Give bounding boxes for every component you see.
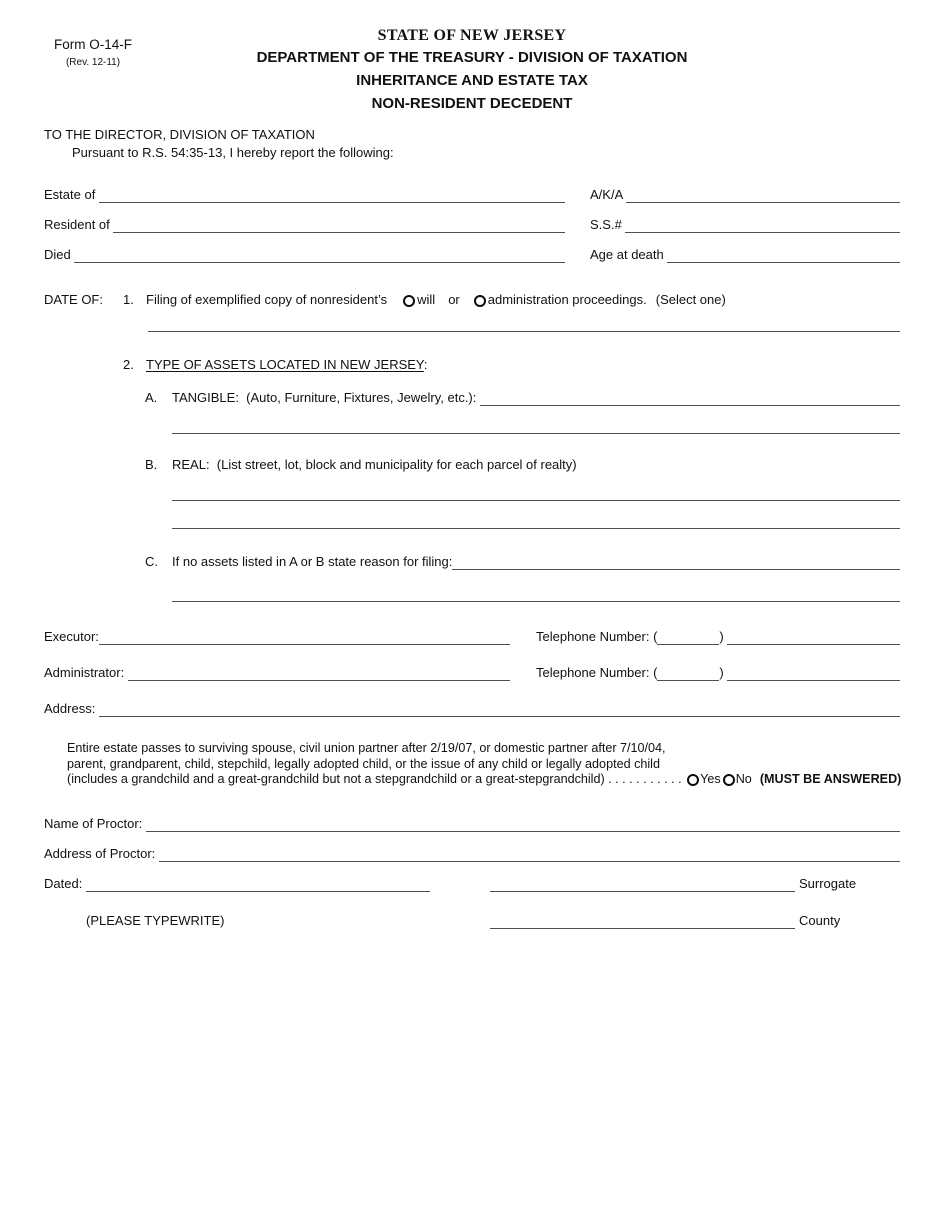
real-line-1[interactable] [172,500,900,501]
died-label: Died [44,247,75,262]
executor-line[interactable] [99,631,510,645]
ssn-label: S.S.# [590,217,626,232]
proctor-address-line[interactable] [159,848,900,862]
date-of-line[interactable] [148,331,900,332]
title-state: STATE OF NEW JERSEY [377,27,567,44]
spouse-question-line2: parent, grandparent, child, stepchild, legally adopted child, or the issue of any child or legally adopted child [67,756,660,771]
to-director-line: TO THE DIRECTOR, DIVISION OF TAXATION [44,127,315,142]
item2-heading-colon: : [423,357,428,372]
item1-number: 1. [123,292,134,307]
executor-label: Executor: [44,629,99,644]
form-number-block [50,36,136,71]
dated-label: Dated: [44,875,86,891]
proctor-name-label: Name of Proctor: [44,815,146,831]
intro-block [44,126,900,161]
spouse-question-line1: Entire estate passes to surviving spouse, civil union partner after 2/19/07, or domestic partner after 7/10/04, [67,741,666,755]
date-of-row [44,288,900,308]
select-one-label: (Select one) [655,292,726,307]
age-at-death-label: Age at death [590,247,668,262]
item2b-letter: B. [145,457,158,472]
spouse-question-line3-text: (includes a grandchild and a great-grandchild but not a stepgrandchild or a great-stepgrandchild) [67,772,605,787]
no-label: No [735,772,752,787]
reason-line-1[interactable] [452,556,900,570]
aka-line[interactable] [626,189,900,203]
please-typewrite-label: (PLEASE TYPEWRITE) [86,912,225,928]
administration-radio[interactable] [474,295,486,307]
no-radio[interactable] [723,774,735,786]
aka-label: A/K/A [590,187,627,202]
spouse-question-block [67,741,900,788]
will-label: will [417,292,436,307]
executor-telephone-line[interactable] [727,631,900,645]
item2-heading-row [123,356,900,373]
item2-heading: TYPE OF ASSETS LOCATED IN NEW JERSEY [146,357,424,372]
item2a-letter: A. [145,390,158,405]
title-decedent-type: NON-RESIDENT DECEDENT [371,95,573,112]
executor-telephone-label: Telephone Number: ( [536,629,658,644]
yes-radio[interactable] [687,774,699,786]
died-age-row [44,233,900,263]
county-label: County [799,912,841,928]
item2-number: 2. [123,357,134,372]
form-title-block [44,0,900,112]
administrator-label: Administrator: [44,665,128,680]
item1-text: Filing of exemplified copy of nonresident’s [146,292,388,307]
dated-surrogate-row [44,864,900,892]
form-number: Form O-14-F [53,37,132,52]
reason-line-2[interactable] [172,601,900,602]
address-line[interactable] [99,703,900,717]
surrogate-line[interactable] [490,878,795,892]
dated-line[interactable] [86,878,430,892]
address-label: Address: [44,701,99,716]
tangible-line-1[interactable] [480,392,900,406]
or-label: or [448,292,460,307]
resident-of-line[interactable] [113,219,565,233]
item2c-row [145,550,900,570]
administrator-line[interactable] [128,667,510,681]
tangible-line-2[interactable] [172,433,900,434]
proctor-address-row [44,834,900,862]
estate-aka-row [44,173,900,203]
executor-telephone-close: ) [719,629,728,644]
real-line-2[interactable] [172,528,900,529]
estate-of-label: Estate of [44,187,99,202]
form-revision: (Rev. 12-11) [65,57,121,68]
item2c-letter: C. [145,554,158,569]
title-department: DEPARTMENT OF THE TREASURY - DIVISION OF TAXATION [256,49,688,66]
decedent-fields [44,173,900,263]
proctor-name-line[interactable] [146,818,900,832]
spouse-question-line3 [67,772,900,788]
must-be-answered-label: (MUST BE ANSWERED) [759,772,902,787]
administration-label: administration proceedings. [487,292,647,307]
died-line[interactable] [74,249,565,263]
administrator-row [44,653,900,681]
administrator-telephone-label: Telephone Number: ( [536,665,658,680]
proctor-address-label: Address of Proctor: [44,845,159,861]
address-row [44,689,900,717]
title-tax-type: INHERITANCE AND ESTATE TAX [356,72,588,89]
resident-of-label: Resident of [44,217,114,232]
will-radio[interactable] [403,295,415,307]
typewrite-county-row [44,903,900,929]
item2c-text: If no assets listed in A or B state reason for filing: [172,554,453,569]
item2a-text: TANGIBLE: (Auto, Furniture, Fixtures, Jewelry, etc.): [172,390,480,405]
county-line[interactable] [490,915,795,929]
date-of-label: DATE OF: [44,292,103,307]
dotted-leader: . . . . . . . . . . . [604,772,686,787]
age-at-death-line[interactable] [667,249,900,263]
administrator-telephone-line[interactable] [727,667,900,681]
item2b-text: REAL: (List street, lot, block and municipality for each parcel of realty) [172,457,577,472]
executor-row [44,625,900,645]
executor-area-code-line[interactable] [657,631,719,645]
pursuant-line: Pursuant to R.S. 54:35-13, I hereby report the following: [72,145,394,160]
item2a-row [145,386,900,406]
ssn-line[interactable] [625,219,900,233]
proctor-name-row [44,806,900,832]
resident-ssn-row [44,203,900,233]
estate-of-line[interactable] [99,189,565,203]
item2b-row [145,456,900,473]
administrator-area-code-line[interactable] [657,667,719,681]
surrogate-label: Surrogate [799,875,857,891]
administrator-telephone-close: ) [719,665,728,680]
yes-label: Yes [700,772,721,787]
